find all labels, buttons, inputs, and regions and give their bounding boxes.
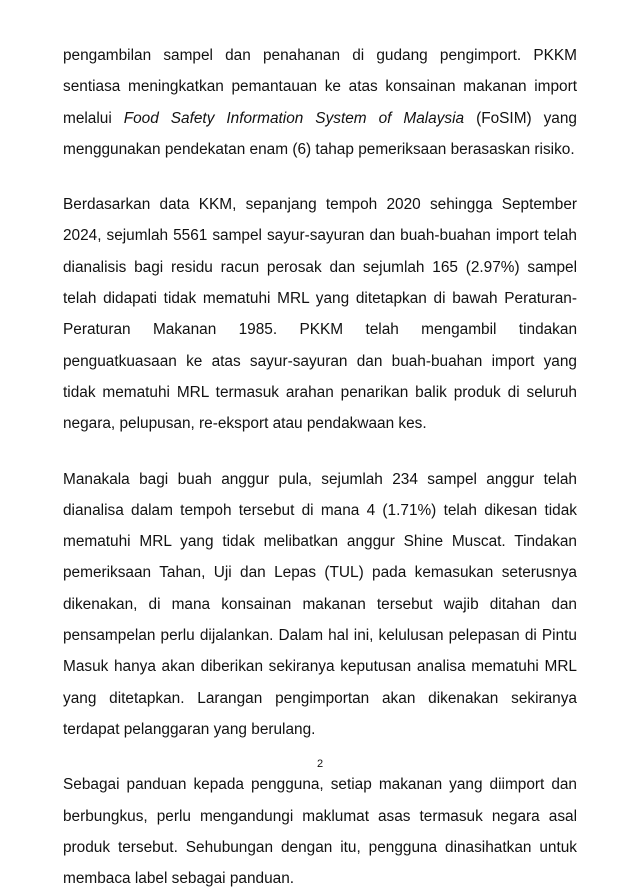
paragraph-consumer-guidance <box>63 769 577 894</box>
paragraph-3-text: Manakala bagi buah anggur pula, sejumlah 234 sampel anggur telah dianalisa dalam tempoh tersebut di mana 4 (1.71%) telah dikesan tidak mematuhi MRL yang tidak melibatkan anggur Shine Muscat. Tindakan pemeriksaan Tahan, Uji dan Lepas (TUL) pada kemasukan seterusnya dikenakan, di mana konsainan makanan tersebut wajib ditahan dan pensampelan perlu dijalankan. Dalam hal ini, kelulusan pelepasan di Pintu Masuk hanya akan diberikan sekiranya keputusan analisa mematuhi MRL yang ditetapkan. Larangan pengimportan akan dikenakan sekiranya terdapat pelanggaran yang berulang. <box>63 470 577 738</box>
paragraph-kkm-data <box>63 189 577 439</box>
paragraph-grapes <box>63 464 577 746</box>
fosim-system-name: Food Safety Information System of Malaysia <box>123 109 465 127</box>
paragraph-4-text: Sebagai panduan kepada pengguna, setiap makanan yang diimport dan berbungkus, perlu mengandungi maklumat asas termasuk negara asal produk tersebut. Sehubungan dengan itu, pengguna dinasihatkan untuk membaca label sebagai panduan. <box>63 776 577 888</box>
paragraph-fosim <box>63 40 577 165</box>
paragraph-1-text-2: (FoSIM) yang menggunakan pendekatan enam (6) tahap pemeriksaan berasaskan risiko. <box>63 109 577 158</box>
paragraph-2-text: Berdasarkan data KKM, sepanjang tempoh 2020 sehingga September 2024, sejumlah 5561 sampel sayur-sayuran dan buah-buahan import telah dianalisis bagi residu racun perosak dan sejumlah 165 (2.97%) sampel telah didapati tidak mematuhi MRL yang ditetapkan di bawah Peraturan-Peraturan Makanan 1985. PKKM telah mengambil tindakan penguatkuasaan ke atas sayur-sayuran dan buah-buahan import yang tidak mematuhi MRL termasuk arahan penarikan balik produk di seluruh negara, pelupusan, re-eksport atau pendakwaan kes. <box>63 196 577 433</box>
paragraph-1-text-1: pengambilan sampel dan penahanan di gudang pengimport. PKKM sentiasa meningkatkan pemantauan ke atas konsainan makanan import melalui <box>63 47 577 127</box>
page-number: 2 <box>316 758 324 770</box>
